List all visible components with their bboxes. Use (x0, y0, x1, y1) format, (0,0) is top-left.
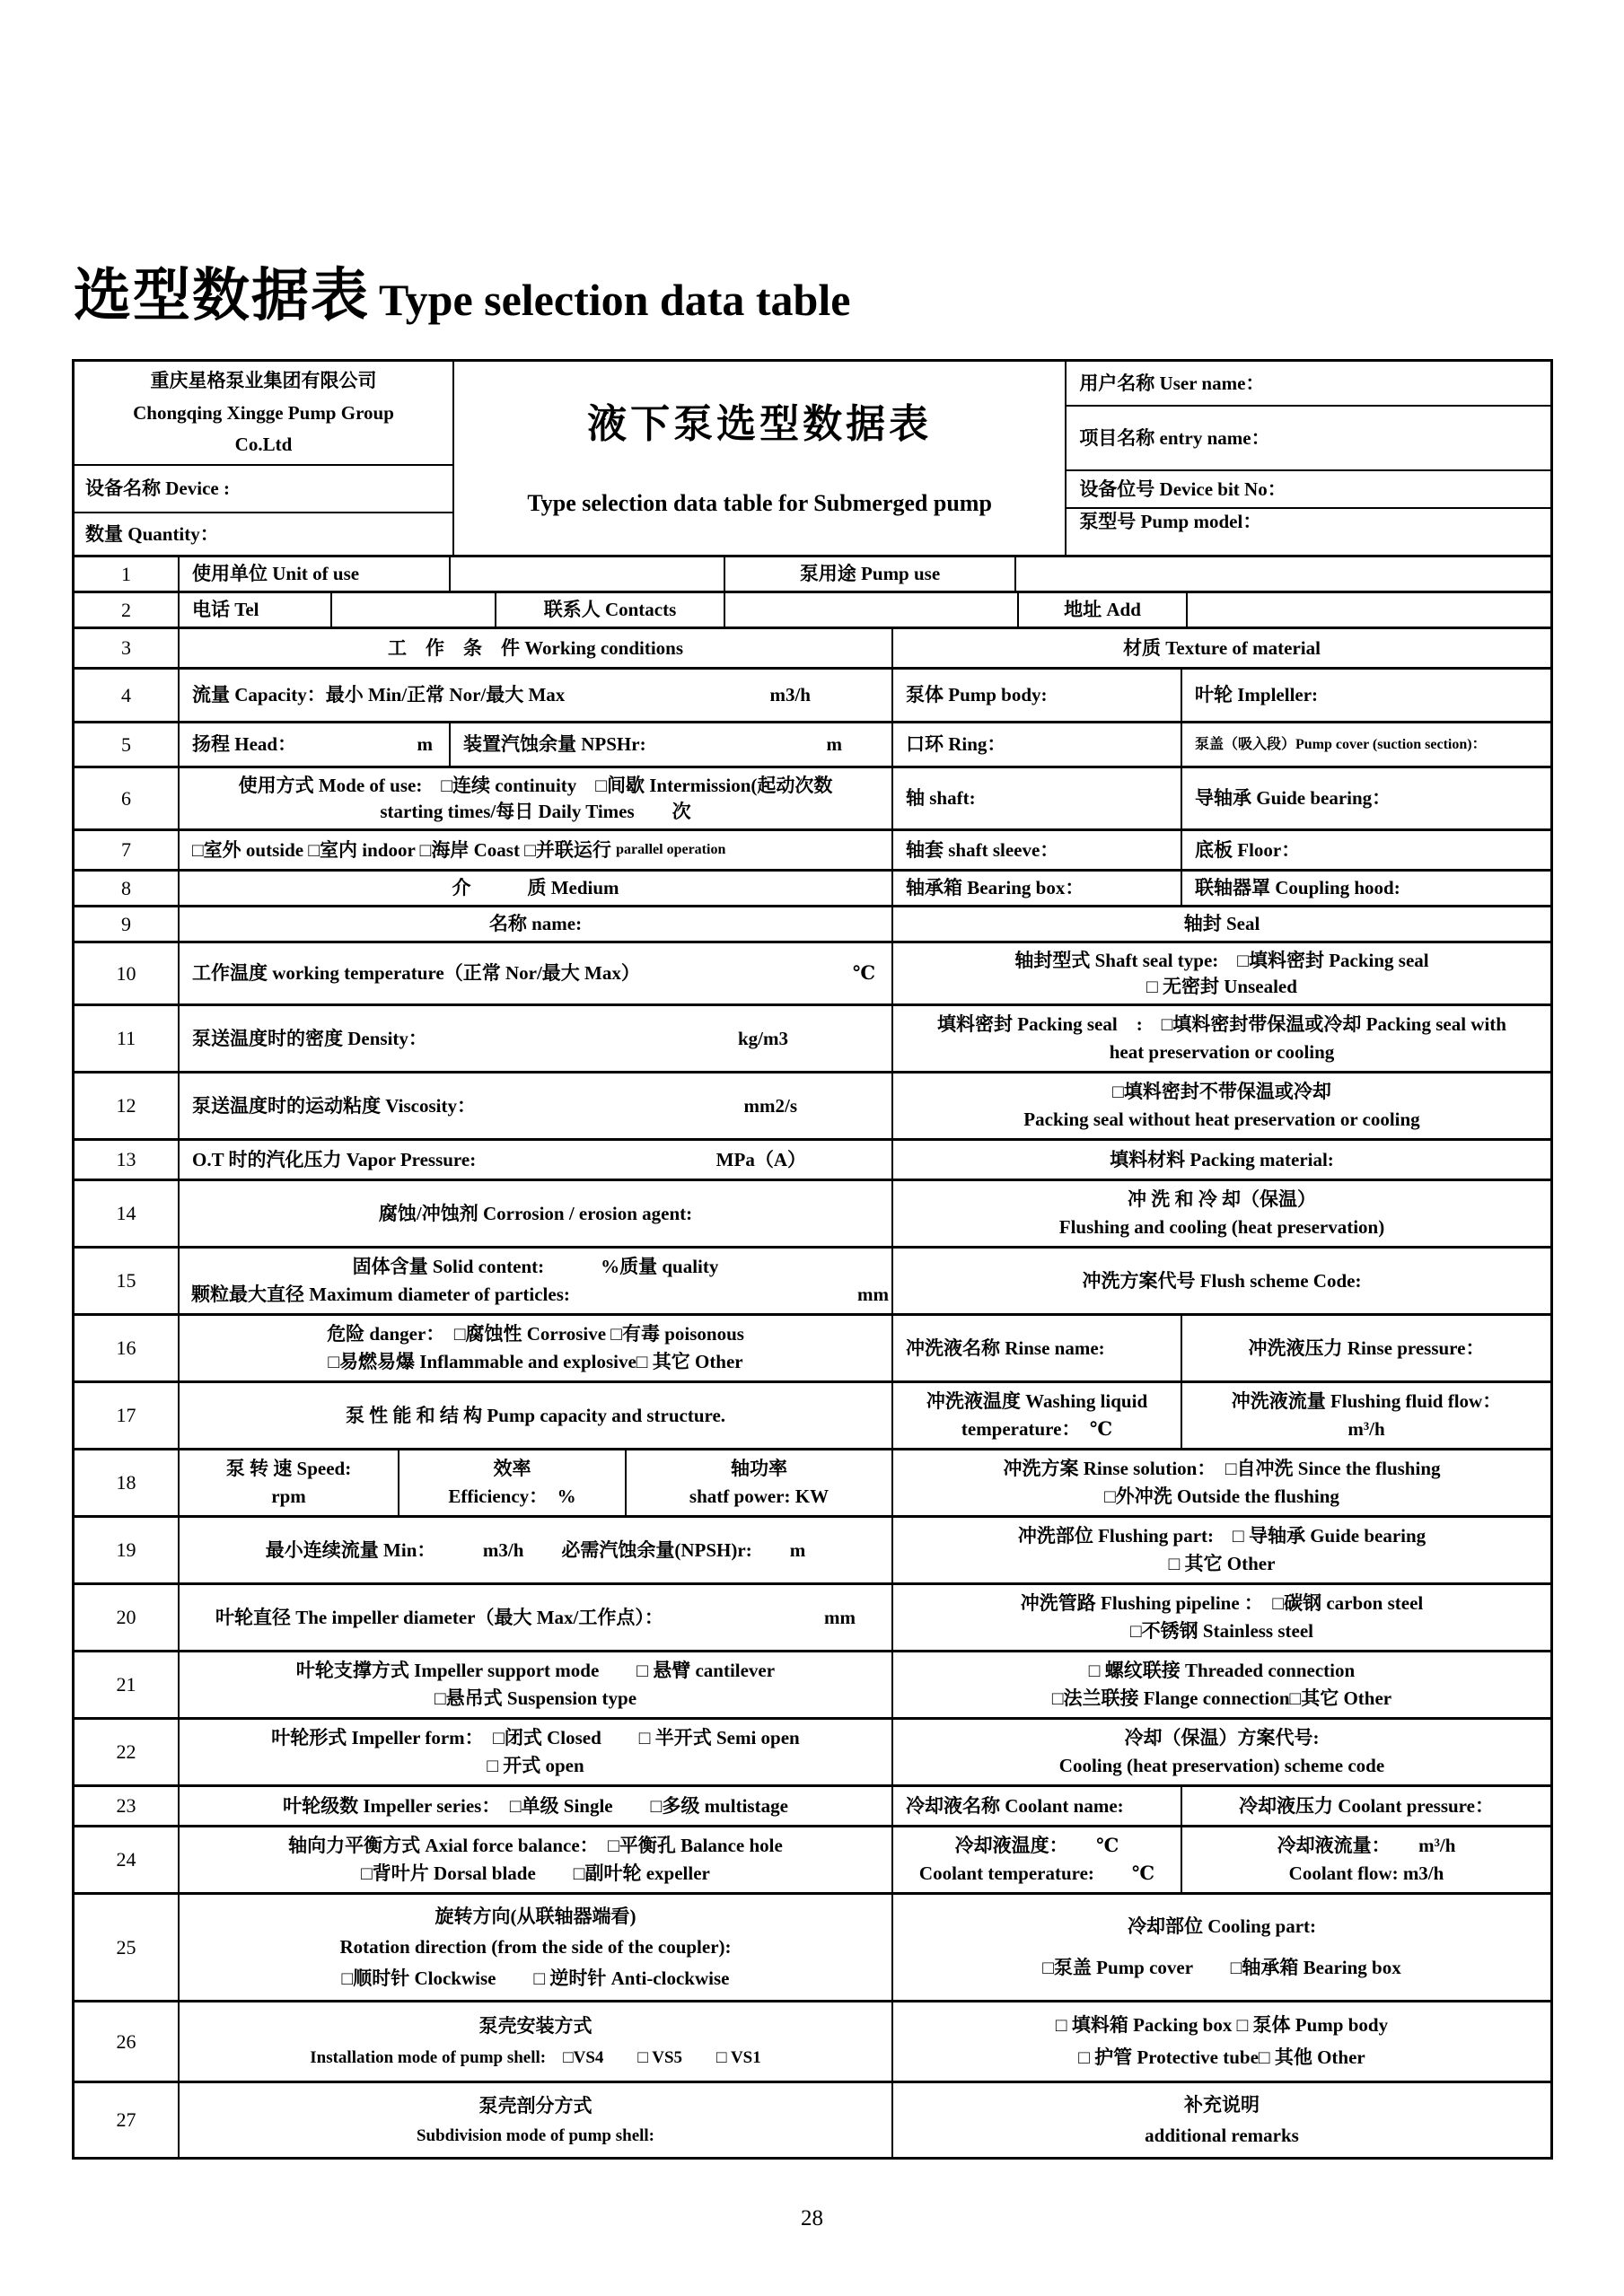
packing-seal-with-cooling-cell (893, 1006, 1550, 1071)
table-row-11 (75, 1003, 1550, 1071)
table-row-25 (75, 1892, 1550, 2000)
guide-bearing-cell: 导轴承 Guide bearing： (1181, 768, 1550, 828)
pipeline-connection-cell (893, 1652, 1550, 1717)
address-value (1186, 593, 1550, 627)
floor-cell: 底板 Floor： (1181, 831, 1550, 869)
impeller-diameter-label: 叶轮直径 The impeller diameter（最大 Max/工作点）： (215, 1606, 663, 1628)
form-title-zh: 液下泵选型数据表 (587, 402, 933, 447)
page-title (74, 250, 1624, 332)
pump-cover-cell: 泵盖（吸入段）Pump cover (suction section)： (1181, 723, 1550, 766)
text-line: □ 护管 Protective tube□ 其他 Other (1078, 2046, 1365, 2069)
company-name-en2: Co.Ltd (234, 434, 293, 456)
tel-value (330, 593, 495, 627)
packing-seal-without-cooling-cell (893, 1074, 1550, 1138)
working-temperature-label: 工作温度 working temperature（正常 Nor/最大 Max） (192, 962, 640, 985)
rotation-direction-cell (180, 1895, 891, 2000)
shaft-cell: 轴 shaft: (906, 787, 976, 810)
table-row-20 (75, 1582, 1550, 1650)
impeller-support-mode-cell (180, 1652, 891, 1717)
coolant-temperature-cell (893, 1827, 1181, 1892)
quantity-cell: 数量 Quantity： (75, 512, 452, 555)
vapor-pressure-label: O.T 时的汽化压力 Vapor Pressure: (192, 1148, 477, 1170)
row-number: 9 (75, 907, 180, 941)
text-line: Coolant temperature: ℃ (918, 1862, 1155, 1885)
solid-content-cell (180, 1249, 891, 1313)
table-row-19 (75, 1515, 1550, 1582)
pump-use-value (1014, 557, 1550, 591)
text-line: □ 开式 open (487, 1755, 584, 1777)
row-number: 2 (75, 593, 180, 627)
particles-unit: mm (857, 1284, 889, 1306)
text-line: Efficiency： % (448, 1485, 576, 1508)
row-number: 14 (75, 1181, 180, 1246)
text-line: □ 无密封 Unsealed (1146, 975, 1297, 997)
text-line: additional remarks (1145, 2124, 1299, 2146)
address-label: 地址 Add (1017, 593, 1186, 627)
shaft-power-cell (625, 1450, 891, 1515)
device-bit-no-cell: 设备位号 Device bit No： (1067, 469, 1550, 507)
text-line: □ 填料箱 Packing box □ 泵体 Pump body (1055, 2014, 1389, 2037)
flushing-fluid-flow-cell (1181, 1383, 1550, 1448)
capacity-cell (180, 670, 891, 721)
vapor-pressure-cell (180, 1141, 891, 1179)
table-row-26 (75, 2000, 1550, 2081)
row-number: 4 (75, 670, 180, 721)
row-number: 24 (75, 1827, 180, 1892)
working-temperature-unit: ℃ (852, 962, 875, 985)
table-row-1 (75, 555, 1550, 591)
axial-force-balance-cell (180, 1827, 891, 1892)
text-line: 冲洗液流量 Flushing fluid flow： (1231, 1390, 1502, 1413)
efficiency-cell (398, 1450, 625, 1515)
company-name-cell (75, 362, 452, 464)
row-number: 5 (75, 723, 180, 766)
device-name-cell: 设备名称 Device : (75, 464, 452, 512)
text-line: 轴功率 (731, 1458, 787, 1480)
text-line: m³/h (1347, 1418, 1385, 1441)
row-number: 13 (75, 1141, 180, 1179)
table-row-3 (75, 627, 1550, 667)
text-line: □外冲洗 Outside the flushing (1104, 1485, 1339, 1508)
row-number: 10 (75, 943, 180, 1003)
text-line: 轴向力平衡方式 Axial force balance： □平衡孔 Balance hole (288, 1835, 783, 1857)
table-row-22 (75, 1717, 1550, 1784)
packing-material-cell: 填料材料 Packing material: (1110, 1148, 1334, 1170)
company-block (75, 362, 452, 555)
text-line: □ 螺纹联接 Threaded connection (1088, 1660, 1356, 1682)
row-number: 16 (75, 1316, 180, 1380)
flushing-part-cell (893, 1518, 1550, 1582)
row-number: 17 (75, 1383, 180, 1448)
text-line: 冲洗部位 Flushing part: □ 导轴承 Guide bearing (1017, 1525, 1426, 1547)
table-row-7 (75, 828, 1550, 869)
text-line: □泵盖 Pump cover □轴承箱 Bearing box (1042, 1957, 1401, 1979)
text-line: 冲洗液温度 Washing liquid (926, 1390, 1148, 1413)
table-row-18 (75, 1448, 1550, 1515)
row-number: 8 (75, 872, 180, 905)
page-title-zh: 选型数据表 (74, 264, 370, 328)
capacity-label: 流量 Capacity：最小 Min/正常 Nor/最大 Max (192, 684, 566, 706)
table-row-9 (75, 905, 1550, 941)
vapor-pressure-unit: MPa（A） (715, 1148, 806, 1170)
text-line: 补充说明 (1184, 2093, 1260, 2116)
table-row-5 (75, 721, 1550, 766)
particles-label: 颗粒最大直径 Maximum diameter of particles: (191, 1284, 570, 1306)
pump-body-cell: 泵体 Pump body: (906, 684, 1048, 706)
bearing-box-cell: 轴承箱 Bearing box： (906, 877, 1084, 899)
text-line: 泵 转 速 Speed: (225, 1458, 352, 1480)
company-name-zh: 重庆星格泵业集团有限公司 (150, 370, 377, 392)
particles-line (180, 1282, 891, 1307)
cooling-part-options-cell (893, 2002, 1550, 2081)
text-line: □易燃易爆 Inflammable and explosive□ 其它 Other (328, 1351, 743, 1373)
ring-cell: 口环 Ring： (906, 733, 1006, 756)
text-line: □法兰联接 Flange connection□其它 Other (1051, 1687, 1392, 1710)
row-number: 3 (75, 629, 180, 667)
row-number: 25 (75, 1895, 180, 2000)
corrosion-agent-cell: 腐蚀/冲蚀剂 Corrosion / erosion agent: (378, 1202, 693, 1224)
installation-mode-cell (180, 2002, 891, 2081)
text-line: temperature： ℃ (961, 1418, 1113, 1441)
text-line: □顺时针 Clockwise □ 逆时针 Anti-clockwise (341, 1967, 730, 1989)
table-row-15 (75, 1246, 1550, 1313)
order-info-block (1065, 362, 1550, 555)
flushing-cooling-header (893, 1181, 1550, 1246)
text-line: 冲洗管路 Flushing pipeline ： □碳钢 carbon steel (1020, 1592, 1424, 1615)
table-row-2 (75, 591, 1550, 627)
material-header: 材质 Texture of material (1123, 636, 1321, 659)
table-row-17 (75, 1380, 1550, 1448)
table-row-16 (75, 1313, 1550, 1380)
location-options: □室外 outside □室内 indoor □海岸 Coast □并联运行 (192, 838, 611, 861)
viscosity-label: 泵送温度时的运动粘度 Viscosity： (192, 1094, 476, 1117)
contacts-label: 联系人 Contacts (495, 593, 724, 627)
mode-of-use-cell (180, 768, 891, 828)
entry-name-cell: 项目名称 entry name： (1067, 405, 1550, 469)
npshr-label: 装置汽蚀余量 NPSHr: (463, 733, 646, 756)
row-number: 12 (75, 1074, 180, 1138)
cooling-part-cell (893, 1895, 1550, 2000)
head-label: 扬程 Head： (192, 733, 297, 756)
pump-model-cell: 泵型号 Pump model： (1067, 507, 1550, 534)
row-number: 15 (75, 1249, 180, 1313)
form-header (75, 362, 1550, 555)
row-number: 27 (75, 2083, 180, 2157)
row-number: 26 (75, 2002, 180, 2081)
unit-of-use-label: 使用单位 Unit of use (192, 563, 360, 585)
capacity-unit: m3/h (769, 684, 811, 706)
company-name-en: Chongqing Xingge Pump Group (133, 401, 394, 424)
text-line: 冷却液流量： m³/h (1277, 1835, 1456, 1857)
working-conditions-header: 工 作 条 件 Working conditions (387, 636, 684, 659)
text-line: 冲洗方案 Rinse solution： □自冲洗 Since the flushing (1003, 1458, 1441, 1480)
table-row-10 (75, 941, 1550, 1003)
additional-remarks-cell (893, 2083, 1550, 2157)
impeller-diameter-unit: mm (824, 1606, 856, 1628)
text-line: Rotation direction (from the side of the coupler): (339, 1936, 732, 1959)
tel-label: 电话 Tel (192, 599, 259, 621)
npshr-cell (449, 723, 891, 766)
subdivision-mode-cell (180, 2083, 891, 2157)
text-line: 使用方式 Mode of use: □连续 continuity □间歇 Intermission(起动次数 (238, 774, 833, 796)
row-number: 18 (75, 1450, 180, 1515)
text-line: 轴封型式 Shaft seal type: □填料密封 Packing seal (1014, 949, 1429, 971)
table-row-13 (75, 1138, 1550, 1179)
text-line: 泵壳剖分方式 (478, 2094, 593, 2116)
row-number: 19 (75, 1518, 180, 1582)
text-line: 叶轮形式 Impeller form： □闭式 Closed □ 半开式 Semi open (271, 1727, 800, 1749)
impeller-form-cell (180, 1720, 891, 1784)
rinse-pressure-cell: 冲洗液压力 Rinse pressure： (1181, 1316, 1550, 1380)
impeller-series-cell: 叶轮级数 Impeller series： □单级 Single □多级 multistage (283, 1794, 788, 1817)
viscosity-cell (180, 1074, 891, 1138)
table-row-14 (75, 1179, 1550, 1246)
text-line: □填料密封不带保温或冷却 (1112, 1081, 1331, 1103)
text-line: Flushing and cooling (heat preservation) (1058, 1216, 1385, 1239)
text-line: shatf power: KW (689, 1485, 830, 1508)
row-number: 20 (75, 1585, 180, 1650)
danger-cell (180, 1316, 891, 1380)
rinse-name-cell: 冲洗液名称 Rinse name: (906, 1336, 1105, 1359)
row-number: 21 (75, 1652, 180, 1717)
text-line: Cooling (heat preservation) scheme code (1058, 1755, 1385, 1777)
head-cell (180, 723, 449, 766)
density-cell (180, 1006, 891, 1071)
table-row-27 (75, 2081, 1550, 2157)
text-line: □不锈钢 Stainless steel (1129, 1620, 1313, 1643)
table-row-6 (75, 766, 1550, 828)
text-line: 固体含量 Solid content: %质量 quality (352, 1256, 719, 1278)
location-cell (180, 831, 891, 869)
row-number: 6 (75, 768, 180, 828)
form-title-cell (452, 362, 1065, 555)
text-line: 效率 (493, 1458, 531, 1480)
form-title-en: Type selection data table for Submerged pump (527, 489, 992, 516)
washing-liquid-temperature-cell (893, 1383, 1181, 1448)
table-row-12 (75, 1071, 1550, 1138)
text-line: 旋转方向(从联轴器端看) (435, 1905, 636, 1927)
row-number: 23 (75, 1787, 180, 1825)
unit-of-use-value (449, 557, 724, 591)
table-row-21 (75, 1650, 1550, 1717)
medium-name-cell: 名称 name: (488, 913, 583, 935)
text-line: Subdivision mode of pump shell: (416, 2125, 655, 2145)
flush-scheme-code-cell: 冲洗方案代号 Flush scheme Code: (1082, 1269, 1362, 1292)
shaft-seal-type-cell (893, 943, 1550, 1003)
impeller-cell: 叶轮 Impleller: (1181, 670, 1550, 721)
npshr-unit: m (826, 733, 842, 756)
type-selection-data-table (72, 359, 1553, 2160)
seal-header: 轴封 Seal (1183, 913, 1260, 935)
text-line: Coolant flow: m3/h (1288, 1862, 1444, 1885)
impeller-diameter-cell (180, 1585, 891, 1650)
table-row-8 (75, 869, 1550, 905)
density-label: 泵送温度时的密度 Density： (192, 1027, 427, 1049)
working-temperature-cell (180, 943, 891, 1003)
text-line: 冲 洗 和 冷 却（保温） (1128, 1188, 1316, 1211)
text-line: 冷却（保温）方案代号: (1124, 1727, 1320, 1749)
row-number: 1 (75, 557, 180, 591)
text-line: starting times/每日 Daily Times 次 (380, 800, 691, 822)
medium-header: 介 质 Medium (452, 877, 619, 899)
cooling-scheme-code-cell (893, 1720, 1550, 1784)
text-line: □背叶片 Dorsal blade □副叶轮 expeller (361, 1862, 710, 1885)
text-line: heat preservation or cooling (1109, 1041, 1335, 1064)
coolant-name-cell: 冷却液名称 Coolant name: (906, 1794, 1124, 1817)
text-line: 冷却部位 Cooling part: (1128, 1915, 1316, 1938)
text-line: 冷却液温度： ℃ (954, 1835, 1119, 1857)
pump-use-label: 泵用途 Pump use (724, 557, 1014, 591)
head-unit: m (417, 733, 433, 756)
coolant-flow-cell (1181, 1827, 1550, 1892)
text-line: □悬吊式 Suspension type (434, 1687, 637, 1710)
page-title-en: Type selection data table (379, 275, 851, 325)
text-line: 填料密封 Packing seal : □填料密封带保温或冷却 Packing seal with (937, 1013, 1506, 1036)
table-row-23 (75, 1784, 1550, 1825)
contacts-value (724, 593, 1017, 627)
text-line: Packing seal without heat preservation or cooling (1023, 1109, 1420, 1131)
text-line: 危险 danger： □腐蚀性 Corrosive □有毒 poisonous (327, 1323, 744, 1345)
row-number: 11 (75, 1006, 180, 1071)
table-row-4 (75, 667, 1550, 721)
shaft-sleeve-cell: 轴套 shaft sleeve： (906, 838, 1059, 861)
row-number: 22 (75, 1720, 180, 1784)
coupling-hood-cell: 联轴器罩 Coupling hood: (1181, 872, 1550, 905)
text-line: Installation mode of pump shell: □VS4 □ VS5 □ VS1 (310, 2048, 761, 2067)
pump-capacity-structure-header: 泵 性 能 和 结 构 Pump capacity and structure. (345, 1404, 726, 1426)
viscosity-unit: mm2/s (743, 1094, 797, 1117)
coolant-pressure-cell: 冷却液压力 Coolant pressure： (1181, 1787, 1550, 1825)
flushing-pipeline-cell (893, 1585, 1550, 1650)
speed-cell (180, 1450, 398, 1515)
text-line: 叶轮支撑方式 Impeller support mode □ 悬臂 cantilever (295, 1660, 776, 1682)
page-number: 28 (801, 2206, 823, 2230)
text-line: rpm (271, 1485, 306, 1508)
text-line: 泵壳安装方式 (478, 2015, 593, 2037)
row-number: 7 (75, 831, 180, 869)
min-continuous-flow-cell: 最小连续流量 Min： m3/h 必需汽蚀余量(NPSH)r: m (265, 1538, 806, 1561)
parallel-operation-label: parallel operation (616, 842, 726, 858)
table-row-24 (75, 1825, 1550, 1892)
text-line: □ 其它 Other (1168, 1553, 1276, 1575)
rinse-solution-cell (893, 1450, 1550, 1515)
density-unit: kg/m3 (737, 1027, 788, 1049)
user-name-cell: 用户名称 User name： (1079, 372, 1265, 394)
